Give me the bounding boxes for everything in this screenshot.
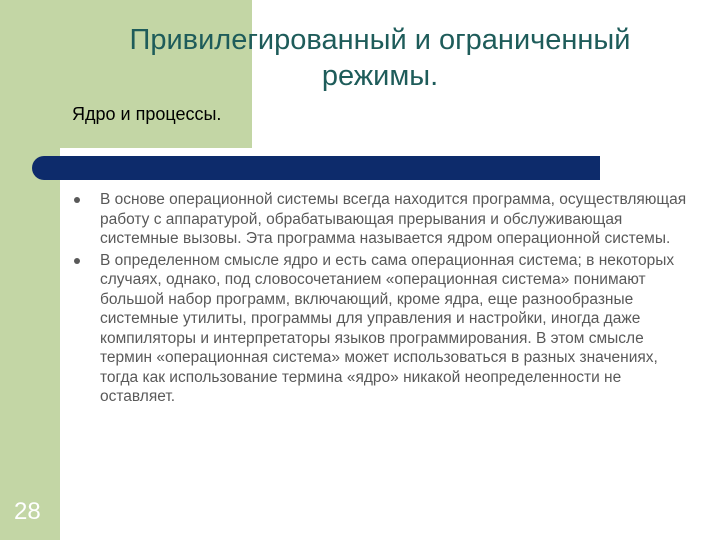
bullet-item bbox=[72, 251, 690, 407]
bullet-text: В основе операционной системы всегда находится программа, осуществляющая работу с аппаратурой, обрабатывающая прерывания и обслуживающая системные вызовы. Эта программа называется ядром операционной системы. bbox=[100, 191, 687, 247]
bullet-list bbox=[72, 190, 690, 409]
bullet-dot-icon bbox=[74, 197, 80, 203]
bullet-dot-icon bbox=[74, 258, 80, 264]
slide-title bbox=[60, 22, 700, 94]
bullet-item bbox=[72, 190, 690, 249]
page-number: 28 bbox=[14, 498, 41, 525]
title-divider-bar bbox=[32, 156, 600, 180]
slide-subtitle: Ядро и процессы. bbox=[72, 104, 222, 124]
left-accent-band bbox=[0, 148, 60, 540]
slide-title-line-1: Привилегированный и ограниченный bbox=[129, 24, 631, 56]
slide-title-line-2: режимы. bbox=[321, 60, 439, 92]
bullet-text: В определенном смысле ядро и есть сама операционная система; в некоторых случаях, однако, под словосочетанием «операционная система» понимают большой набор программ, включающий, кроме ядра, еще разнообразные системные утилиты, программы для управления и настройки, иногда даже компиляторы и интерпретаторы языков программирования. В этом смысле термин «операционная система» может использоваться в разных значениях, тогда как использование термина «ядро» никакой неопределенности не оставляет. bbox=[100, 251, 675, 405]
